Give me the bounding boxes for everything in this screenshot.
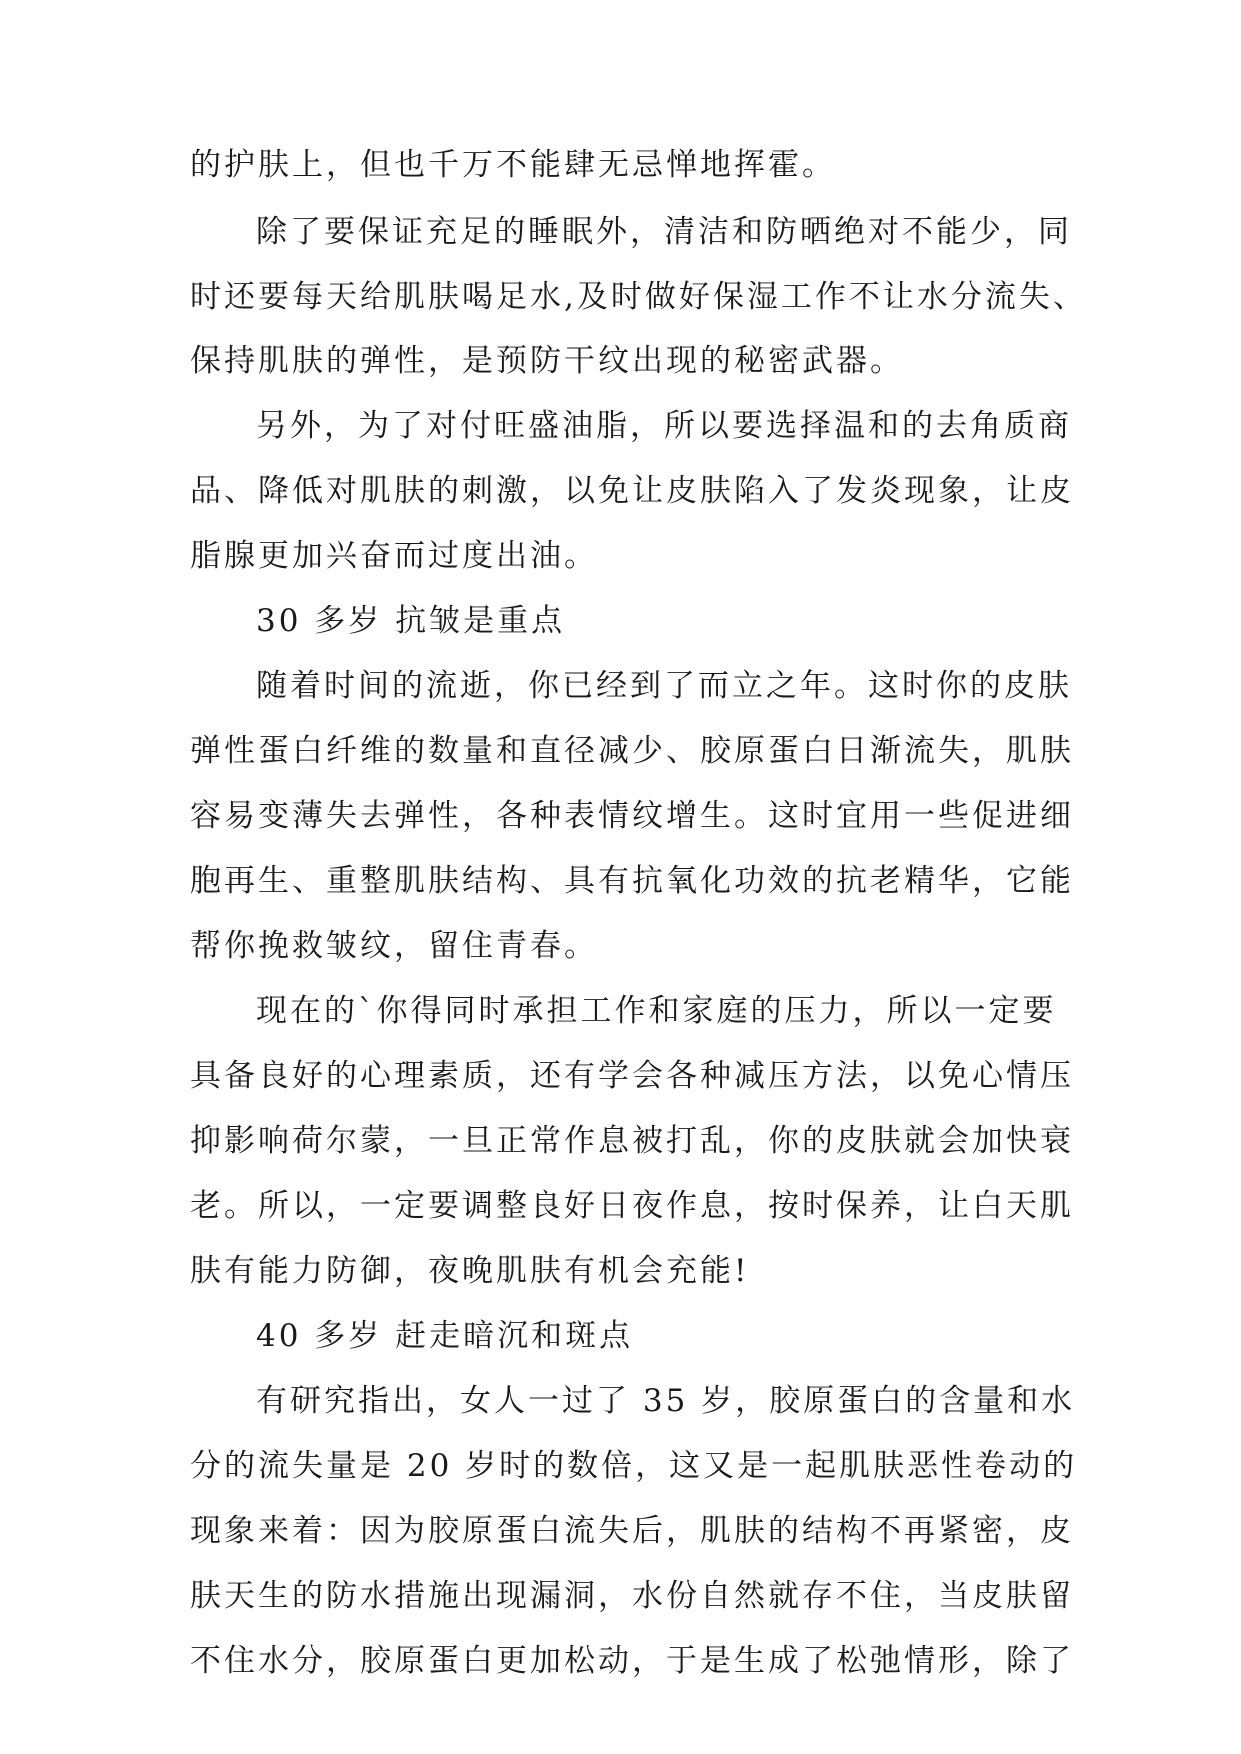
text-line: 脂腺更加兴奋而过度出油。 (190, 538, 598, 574)
text-line: 老。所以，一定要调整良好日夜作息，按时保养，让白天肌 (190, 1188, 1074, 1224)
section-heading: 40 多岁 赶走暗沉和斑点 (256, 1318, 634, 1354)
text-line: 肤有能力防御，夜晚肌肤有机会充能! (190, 1253, 750, 1289)
section-heading: 30 多岁 抗皱是重点 (256, 603, 566, 639)
text-line: 弹性蛋白纤维的数量和直径减少、胶原蛋白日渐流失，肌肤 (190, 733, 1074, 769)
text-line: 容易变薄失去弹性，各种表情纹增生。这时宜用一些促进细 (190, 798, 1074, 834)
text-line: 品、降低对肌肤的刺激，以免让皮肤陷入了发炎现象，让皮 (190, 473, 1074, 509)
text-line: 具备良好的心理素质，还有学会各种减压方法，以免心情压 (190, 1058, 1074, 1094)
text-line: 的护肤上，但也千万不能肆无忌惮地挥霍。 (190, 147, 836, 183)
text-line: 时还要每天给肌肤喝足水,及时做好保湿工作不让水分流失、 (190, 279, 1087, 315)
text-line: 胞再生、重整肌肤结构、具有抗氧化功效的抗老精华，它能 (190, 863, 1074, 899)
text-line: 分的流失量是 20 岁时的数倍，这又是一起肌肤恶性卷动的 (190, 1448, 1078, 1484)
paragraph-first-line: 除了要保证充足的睡眠外，清洁和防晒绝对不能少，同 (256, 214, 1072, 250)
paragraph-first-line: 有研究指出，女人一过了 35 岁，胶原蛋白的含量和水 (256, 1383, 1076, 1419)
paragraph-first-line: 现在的`你得同时承担工作和家庭的压力，所以一定要 (256, 993, 1057, 1029)
text-line: 保持肌肤的弹性，是预防干纹出现的秘密武器。 (190, 343, 904, 379)
text-line: 不住水分，胶原蛋白更加松动，于是生成了松弛情形，除了 (190, 1643, 1074, 1679)
text-line: 现象来着：因为胶原蛋白流失后，肌肤的结构不再紧密，皮 (190, 1513, 1074, 1549)
text-line: 抑影响荷尔蒙，一旦正常作息被打乱，你的皮肤就会加快衰 (190, 1123, 1074, 1159)
text-line: 帮你挽救皱纹，留住青春。 (190, 928, 598, 964)
paragraph-first-line: 随着时间的流逝，你已经到了而立之年。这时你的皮肤 (256, 668, 1072, 704)
paragraph-first-line: 另外，为了对付旺盛油脂，所以要选择温和的去角质商 (256, 408, 1072, 444)
text-line: 肤天生的防水措施出现漏洞，水份自然就存不住，当皮肤留 (190, 1578, 1074, 1614)
